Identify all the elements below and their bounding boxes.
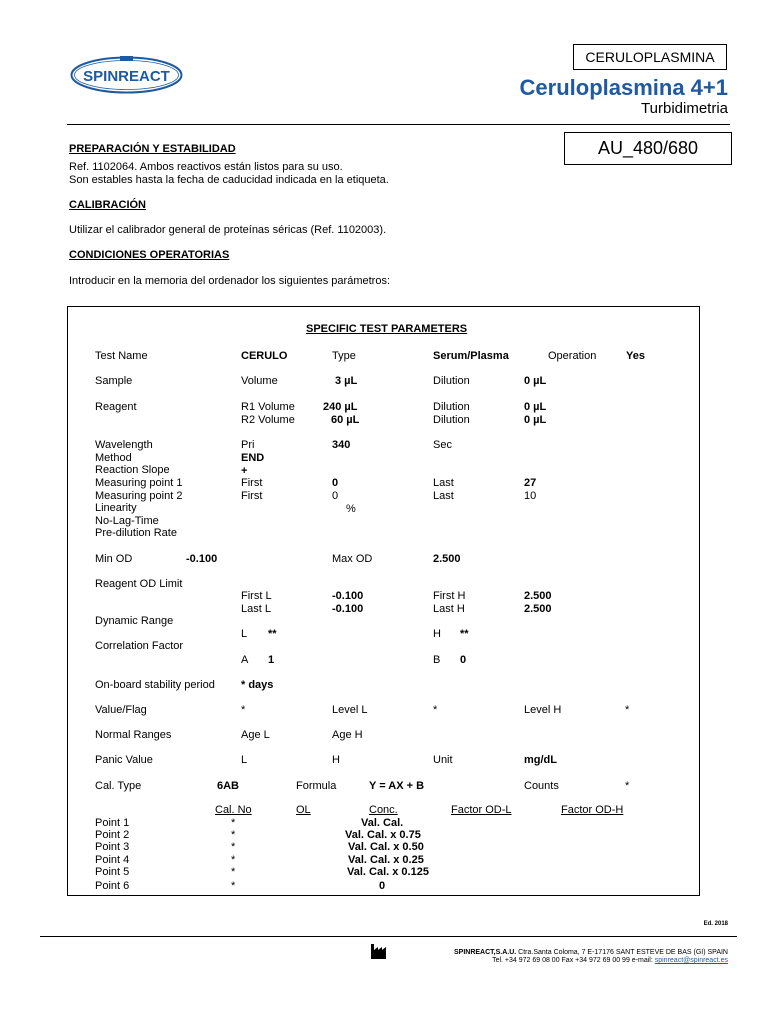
- slope-value: +: [241, 465, 248, 477]
- corr-a-label: A: [241, 654, 249, 666]
- unit-value: mg/dL: [524, 754, 557, 766]
- mp2-last: 10: [524, 490, 537, 502]
- r2-label: R2 Volume: [241, 414, 295, 426]
- panic-h-label: H: [332, 754, 340, 766]
- maxod-value: 2.500: [433, 553, 461, 565]
- corr-a-value: 1: [268, 654, 275, 666]
- pri-label: Pri: [241, 439, 255, 451]
- footer-contact: [492, 956, 728, 965]
- mp2-last-label: Last: [433, 490, 454, 502]
- spinreact-logo: [70, 56, 183, 94]
- point-conc: 0: [379, 880, 386, 892]
- point-conc: Val. Cal.: [361, 817, 404, 829]
- dynamic-l-label: L: [241, 628, 248, 640]
- reagent-od-label: Reagent OD Limit: [95, 578, 183, 590]
- caltype-label: Cal. Type: [95, 780, 142, 792]
- page-title: Ceruloplasmina 4+1: [519, 75, 728, 100]
- minod-value: -0.100: [186, 553, 218, 565]
- point-conc: Val. Cal. x 0.125: [347, 866, 429, 878]
- point-label: Point 1: [95, 817, 130, 829]
- point-calno: *: [231, 866, 236, 878]
- r1-dilution-label: Dilution: [433, 401, 470, 413]
- age-l-label: Age L: [241, 729, 270, 741]
- footer-company: SPINREACT,S.A.U.: [453, 949, 517, 956]
- cal-header-calno: Cal. No: [215, 804, 252, 816]
- cal-header-ol: OL: [296, 804, 311, 816]
- normal-ranges-label: Normal Ranges: [95, 729, 172, 741]
- cond-title: CONDICIONES OPERATORIAS: [69, 249, 230, 261]
- r1-label: R1 Volume: [241, 401, 295, 413]
- first-l-label: First L: [241, 590, 272, 602]
- point-conc: Val. Cal. x 0.75: [345, 829, 421, 841]
- point-conc: Val. Cal. x 0.50: [348, 841, 424, 853]
- calib-title: CALIBRACIÓN: [69, 199, 146, 211]
- linearity-unit: %: [346, 503, 356, 515]
- formula-label: Formula: [296, 780, 337, 792]
- r1-volume: 240 µL: [323, 401, 358, 413]
- method-value: END: [241, 452, 265, 464]
- mp1-last: 27: [524, 477, 537, 489]
- point-calno: *: [231, 880, 236, 892]
- counts-value: *: [625, 780, 630, 792]
- slope-label: Reaction Slope: [95, 464, 170, 476]
- cal-header-factor-l: Factor OD-L: [451, 804, 512, 816]
- type-label: Type: [332, 350, 356, 362]
- valueflag-label: Value/Flag: [95, 704, 147, 716]
- footer-email-link[interactable]: spinreact@spinreact.es: [654, 957, 728, 964]
- mp1-first-label: First: [241, 477, 263, 489]
- unit-label: Unit: [433, 754, 453, 766]
- calib-text: Utilizar el calibrador general de proteínas séricas (Ref. 1102003).: [69, 224, 387, 236]
- corr-b-value: 0: [460, 654, 467, 666]
- maxod-label: Max OD: [332, 553, 373, 565]
- last-h-label: Last H: [433, 603, 465, 615]
- footer-contact-text: Tel. +34 972 69 08 00 Fax +34 972 69 00 99 e-mail:: [492, 957, 655, 964]
- sample-dilution-label: Dilution: [433, 375, 470, 387]
- nolag-label: No-Lag-Time: [95, 515, 159, 527]
- analyzer-box: AU_480/680: [564, 132, 732, 165]
- dynamic-h-label: H: [433, 628, 441, 640]
- table-heading: SPECIFIC TEST PARAMETERS: [306, 323, 468, 335]
- type-value: Serum/Plasma: [433, 350, 509, 362]
- sec-label: Sec: [433, 439, 452, 451]
- test-name-value: CERULO: [241, 350, 288, 362]
- prep-line2: Son estables hasta la fecha de caducidad indicada en la etiqueta.: [69, 174, 389, 186]
- footer-address-text: Ctra.Santa Coloma, 7 E-17176 SANT ESTEVE DE BAS (GI) SPAIN: [516, 949, 728, 956]
- parameters-table: [67, 306, 700, 896]
- product-name-box: CERULOPLASMINA: [573, 44, 727, 70]
- caltype-value: 6AB: [217, 780, 240, 792]
- valueflag-star: *: [241, 704, 246, 716]
- point-conc: Val. Cal. x 0.25: [348, 854, 424, 866]
- test-name-label: Test Name: [95, 350, 148, 362]
- cal-header-conc: Conc.: [369, 804, 398, 816]
- corr-b-label: B: [433, 654, 441, 666]
- footer-rule: [40, 936, 737, 937]
- mp1-label: Measuring point 1: [95, 477, 183, 489]
- last-h-value: 2.500: [524, 603, 552, 615]
- level-l-value: *: [433, 704, 438, 716]
- mp2-first: 0: [332, 490, 339, 502]
- minod-label: Min OD: [95, 553, 133, 565]
- point-label: Point 2: [95, 829, 130, 841]
- mp1-last-label: Last: [433, 477, 454, 489]
- point-label: Point 6: [95, 880, 130, 892]
- prep-line1: Ref. 1102064. Ambos reactivos están listos para su uso.: [69, 161, 343, 173]
- mp1-first: 0: [332, 477, 339, 489]
- sample-volume: 3 µL: [335, 375, 358, 387]
- first-h-value: 2.500: [524, 590, 552, 602]
- level-l-label: Level L: [332, 704, 368, 716]
- reagent-label: Reagent: [95, 401, 137, 413]
- wavelength-label: Wavelength: [95, 439, 153, 451]
- panic-label: Panic Value: [95, 754, 153, 766]
- age-h-label: Age H: [332, 729, 363, 741]
- linearity-label: Linearity: [95, 502, 137, 514]
- mp2-first-label: First: [241, 490, 263, 502]
- r1-dilution: 0 µL: [524, 401, 547, 413]
- svg-text:SPINREACT: SPINREACT: [83, 68, 170, 85]
- predil-label: Pre-dilution Rate: [95, 527, 177, 539]
- panic-l-label: L: [241, 754, 248, 766]
- dynamic-l-value: **: [268, 628, 277, 640]
- point-label: Point 4: [95, 854, 130, 866]
- level-h-value: *: [625, 704, 630, 716]
- prep-title: PREPARACIÓN Y ESTABILIDAD: [69, 143, 236, 155]
- pri-value: 340: [332, 439, 351, 451]
- sample-dilution: 0 µL: [524, 375, 547, 387]
- mp2-label: Measuring point 2: [95, 490, 183, 502]
- level-h-label: Level H: [524, 704, 562, 716]
- first-l-value: -0.100: [332, 590, 364, 602]
- operation-label: Operation: [548, 350, 597, 362]
- first-h-label: First H: [433, 590, 466, 602]
- r2-volume: 60 µL: [331, 414, 360, 426]
- formula-value: Y = AX + B: [369, 780, 425, 792]
- point-label: Point 3: [95, 841, 130, 853]
- stability-value: * days: [241, 679, 274, 691]
- dynamic-h-value: **: [460, 628, 469, 640]
- point-calno: *: [231, 829, 236, 841]
- header-rule: [67, 124, 730, 125]
- correlation-label: Correlation Factor: [95, 640, 184, 652]
- sample-label: Sample: [95, 375, 133, 387]
- edition-label: Ed. 2018: [703, 921, 728, 927]
- volume-label: Volume: [241, 375, 278, 387]
- point-calno: *: [231, 817, 236, 829]
- stability-label: On-board stability period: [95, 679, 215, 691]
- factory-icon: [370, 942, 390, 960]
- last-l-value: -0.100: [332, 603, 364, 615]
- page-subtitle: Turbidimetria: [641, 100, 728, 117]
- r2-dilution: 0 µL: [524, 414, 547, 426]
- operation-value: Yes: [626, 350, 645, 362]
- r2-dilution-label: Dilution: [433, 414, 470, 426]
- cond-text: Introducir en la memoria del ordenador los siguientes parámetros:: [69, 275, 390, 287]
- point-calno: *: [231, 854, 236, 866]
- point-label: Point 5: [95, 866, 130, 878]
- method-label: Method: [95, 452, 132, 464]
- counts-label: Counts: [524, 780, 559, 792]
- cal-header-factor-h: Factor OD-H: [561, 804, 624, 816]
- point-calno: *: [231, 841, 236, 853]
- dynamic-range-label: Dynamic Range: [95, 615, 174, 627]
- last-l-label: Last L: [241, 603, 271, 615]
